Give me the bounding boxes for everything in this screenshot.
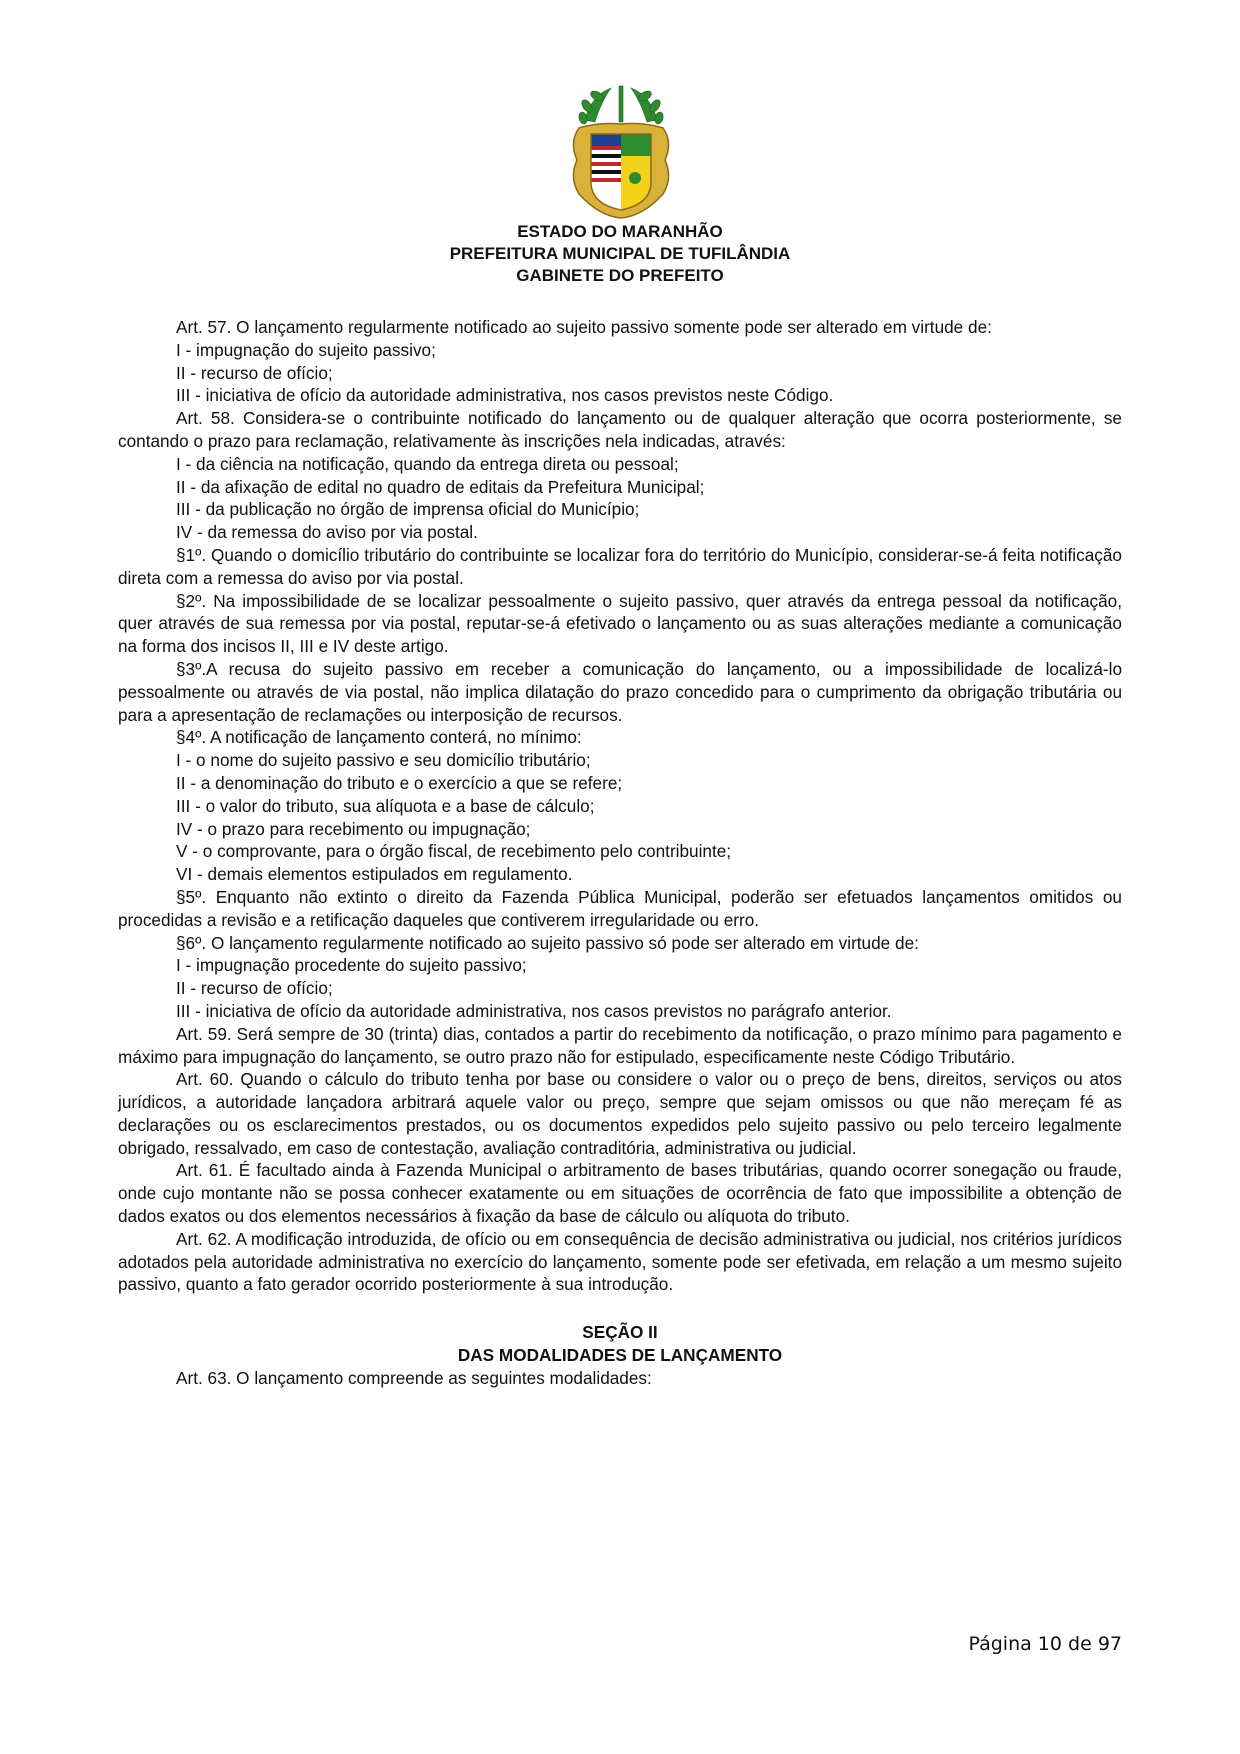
paragraph-4-item: I - o nome do sujeito passivo e seu domicílio tributário; [176, 750, 591, 771]
spacer [118, 1296, 1122, 1321]
art-59: Art. 59. Será sempre de 30 (trinta) dias, contados a partir do recebimento da notificação, o prazo mínimo para pagamento e máximo para impugnação do lançamento, se outro prazo não for estipulado, especificamente neste Código Tributário. [118, 1023, 1122, 1067]
art-58-item: I - da ciência na notificação, quando da entrega direta ou pessoal; [176, 453, 679, 474]
header-state: ESTADO DO MARANHÃO [517, 222, 723, 241]
paragraph-4-item: II - a denominação do tributo e o exercício a que se refere; [176, 772, 623, 793]
paragraph-6-item: I - impugnação procedente do sujeito passivo; [176, 955, 527, 976]
header-office: GABINETE DO PREFEITO [516, 266, 724, 285]
art-60: Art. 60. Quando o cálculo do tributo tenha por base ou considere o valor ou o preço de bens, direitos, serviços ou atos jurídicos, a autoridade lançadora arbitrará aquele valor ou preço, sempre que sejam omissos ou que não mereçam fé as declarações ou os esclarecimentos prestados, ou os documentos expedidos pelo sujeito passivo ou pelo terceiro legalmente obrigado, ressalvado, em caso de contestação, avaliação contraditória, administrativa ou judicial. [118, 1069, 1122, 1158]
paragraph-2: §2º. Na impossibilidade de se localizar pessoalmente o sujeito passivo, quer através da entrega pessoal da notificação, quer através de sua remessa por via postal, reputar-se-á efetivado o lançamento ou as suas alterações mediante a comunicação na forma dos incisos II, III e IV deste artigo. [118, 590, 1122, 657]
art-57-item: III - iniciativa de ofício da autoridade administrativa, nos casos previstos neste Código. [176, 385, 834, 406]
art-58: Art. 58. Considera-se o contribuinte notificado do lançamento ou de qualquer alteração que ocorra posteriormente, se contando o prazo para reclamação, relativamente às inscrições nela indicadas, através: [118, 408, 1122, 451]
art-63: Art. 63. O lançamento compreende as seguintes modalidades: [176, 1367, 652, 1388]
municipal-coat-of-arms [565, 82, 677, 220]
art-57: Art. 57. O lançamento regularmente notificado ao sujeito passivo somente pode ser alterado em virtude de: [176, 317, 992, 337]
art-57-item: I - impugnação do sujeito passivo; [176, 339, 436, 360]
art-57-item: II - recurso de ofício; [176, 362, 333, 383]
paragraph-4-item: V - o comprovante, para o órgão fiscal, de recebimento pelo contribuinte; [176, 841, 732, 862]
section-subtitle: DAS MODALIDADES DE LANÇAMENTO [457, 1345, 783, 1366]
paragraph-6: §6º. O lançamento regularmente notificado ao sujeito passivo só pode ser alterado em virtude de: [176, 932, 919, 953]
art-61: Art. 61. É facultado ainda à Fazenda Municipal o arbitramento de bases tributárias, quando ocorrer sonegação ou fraude, onde cujo montante não se possa conhecer exatamente ou em situações de ocorrência de fato que impossibilite a obtenção de dados exatos ou dos elementos necessários à fixação da base de cálculo ou alíquota do tributo. [118, 1160, 1122, 1227]
paragraph-4-item: III - o valor do tributo, sua alíquota e a base de cálculo; [176, 795, 595, 816]
paragraph-4-item: VI - demais elementos estipulados em regulamento. [176, 864, 573, 885]
paragraph-6-item: II - recurso de ofício; [176, 978, 333, 999]
section-title: SEÇÃO II [582, 1322, 658, 1343]
paragraph-5: §5º. Enquanto não extinto o direito da Fazenda Pública Municipal, poderão ser efetuados lançamentos omitidos ou procedidas a revisão e a retificação daqueles que contiverem irregularidade ou erro. [118, 886, 1122, 930]
document-header [0, 221, 1240, 287]
paragraph-4-item: IV - o prazo para recebimento ou impugnação; [176, 818, 531, 839]
art-58-item: III - da publicação no órgão de imprensa oficial do Município; [176, 499, 640, 520]
page-number: Página 10 de 97 [968, 1633, 1122, 1655]
art-58-item: II - da afixação de edital no quadro de editais da Prefeitura Municipal; [176, 476, 705, 497]
document-body [118, 316, 1122, 1390]
paragraph-6-item: III - iniciativa de ofício da autoridade administrativa, nos casos previstos no parágrafo anterior. [176, 1000, 892, 1021]
paragraph-1: §1º. Quando o domicílio tributário do contribuinte se localizar fora do território do Município, considerar-se-á feita notificação direta com a remessa do aviso por via postal. [118, 544, 1122, 588]
paragraph-3: §3º.A recusa do sujeito passivo em receber a comunicação do lançamento, ou a impossibilidade de localizá-lo pessoalmente ou através de via postal, não implica dilatação do prazo concedido para o cumprimento da obrigação tributária ou para a apresentação de reclamações ou interposição de recursos. [118, 658, 1122, 725]
paragraph-4: §4º. A notificação de lançamento conterá, no mínimo: [176, 727, 582, 748]
header-prefecture: PREFEITURA MUNICIPAL DE TUFILÂNDIA [449, 244, 791, 263]
art-58-item: IV - da remessa do aviso por via postal. [176, 522, 478, 543]
art-62: Art. 62. A modificação introduzida, de ofício ou em consequência de decisão administrativa ou judicial, nos critérios jurídicos adotados pela autoridade administrativa no exercício do lançamento, somente pode ser efetivada, em relação a um mesmo sujeito passivo, quanto a fato gerador ocorrido posteriormente à sua introdução. [118, 1228, 1122, 1295]
